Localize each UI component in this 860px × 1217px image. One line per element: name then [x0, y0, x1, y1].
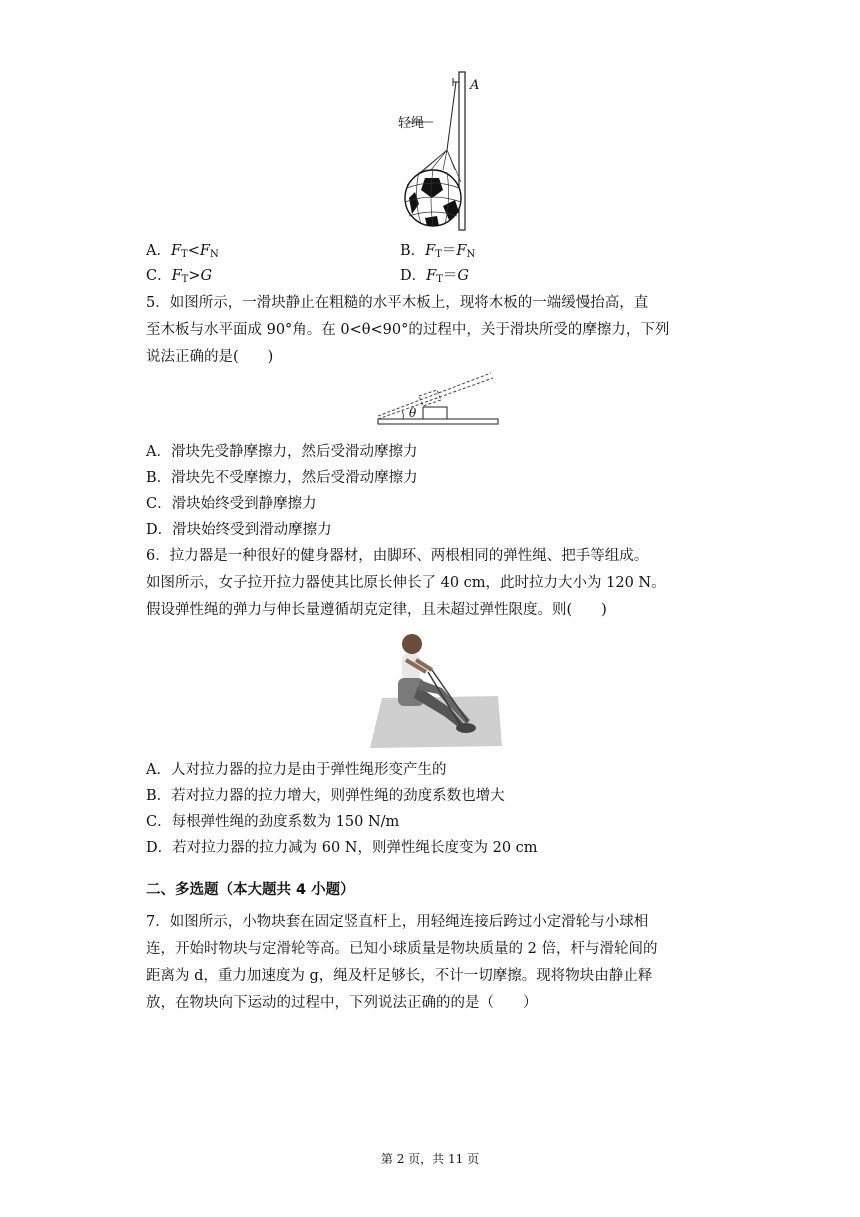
- q5-option-a[interactable]: A．滑块先受静摩擦力，然后受滑动摩擦力: [146, 444, 418, 460]
- exercise-photo: [370, 628, 502, 750]
- q6-option-b[interactable]: B．若对拉力器的拉力增大，则弹性绳的劲度系数也增大: [146, 788, 505, 804]
- q5-stem-line: 说法正确的是( ): [146, 349, 274, 365]
- q6-stem-line: 假设弹性绳的弹力与伸长量遵循胡克定律，且未超过弹性限度。则( ): [146, 602, 607, 618]
- q7-stem-line: 放，在物块向下运动的过程中，下列说法正确的的是（ ）: [146, 995, 538, 1011]
- q5-stem-line: 至木板与水平面成 90°角。在 0<θ<90°的过程中，关于滑块所受的摩擦力，下列: [146, 322, 670, 338]
- q7-stem-line: 距离为 d，重力加速度为 g，绳及杆足够长，不计一切摩擦。现将物块由静止释: [146, 968, 653, 984]
- q4-option-a[interactable]: A．$F_T<F_N$: [146, 243, 219, 260]
- q6-stem-line: 6．拉力器是一种很好的健身器材，由脚环、两根相同的弹性绳、把手等组成。: [146, 548, 649, 564]
- q6-option-c[interactable]: C．每根弹性绳的劲度系数为 150 N/m: [146, 814, 400, 830]
- q7-stem-line: 连，开始时物块与定滑轮等高。已知小球质量是物块质量的 2 倍，杆与滑轮间的: [146, 941, 658, 957]
- q5-stem-line: 5．如图所示，一滑块静止在粗糙的水平木板上，现将木板的一端缓慢抬高，直: [146, 295, 649, 311]
- q4-option-b[interactable]: B．$F_T=F_N$: [400, 243, 476, 260]
- q5-option-b[interactable]: B．滑块先不受摩擦力，然后受滑动摩擦力: [146, 470, 418, 486]
- q6-option-a[interactable]: A．人对拉力器的拉力是由于弹性绳形变产生的: [146, 762, 447, 778]
- point-a-label: A: [470, 78, 480, 93]
- theta-label: θ: [409, 406, 417, 420]
- q4-option-c[interactable]: C．$F_T>G$: [146, 268, 213, 285]
- section-title: 二、多选题（本大题共 4 小题）: [146, 882, 355, 898]
- page-footer: 第 2 页，共 11 页: [380, 1152, 480, 1166]
- q6-option-d[interactable]: D．若对拉力器的拉力减为 60 N，则弹性绳长度变为 20 cm: [146, 840, 538, 856]
- rope-label: 轻绳: [398, 116, 425, 131]
- incline-figure: [375, 372, 501, 428]
- q5-option-d[interactable]: D．滑块始终受到滑动摩擦力: [146, 522, 332, 538]
- q6-stem-line: 如图所示，女子拉开拉力器使其比原长伸长了 40 cm，此时拉力大小为 120 N。: [146, 575, 666, 591]
- q4-option-d[interactable]: D．$F_T=G$: [400, 268, 469, 285]
- q5-option-c[interactable]: C．滑块始终受到静摩擦力: [146, 496, 317, 512]
- football-figure: [395, 70, 495, 232]
- q7-stem-line: 7．如图所示，小物块套在固定竖直杆上，用轻绳连接后跨过小定滑轮与小球相: [146, 914, 649, 930]
